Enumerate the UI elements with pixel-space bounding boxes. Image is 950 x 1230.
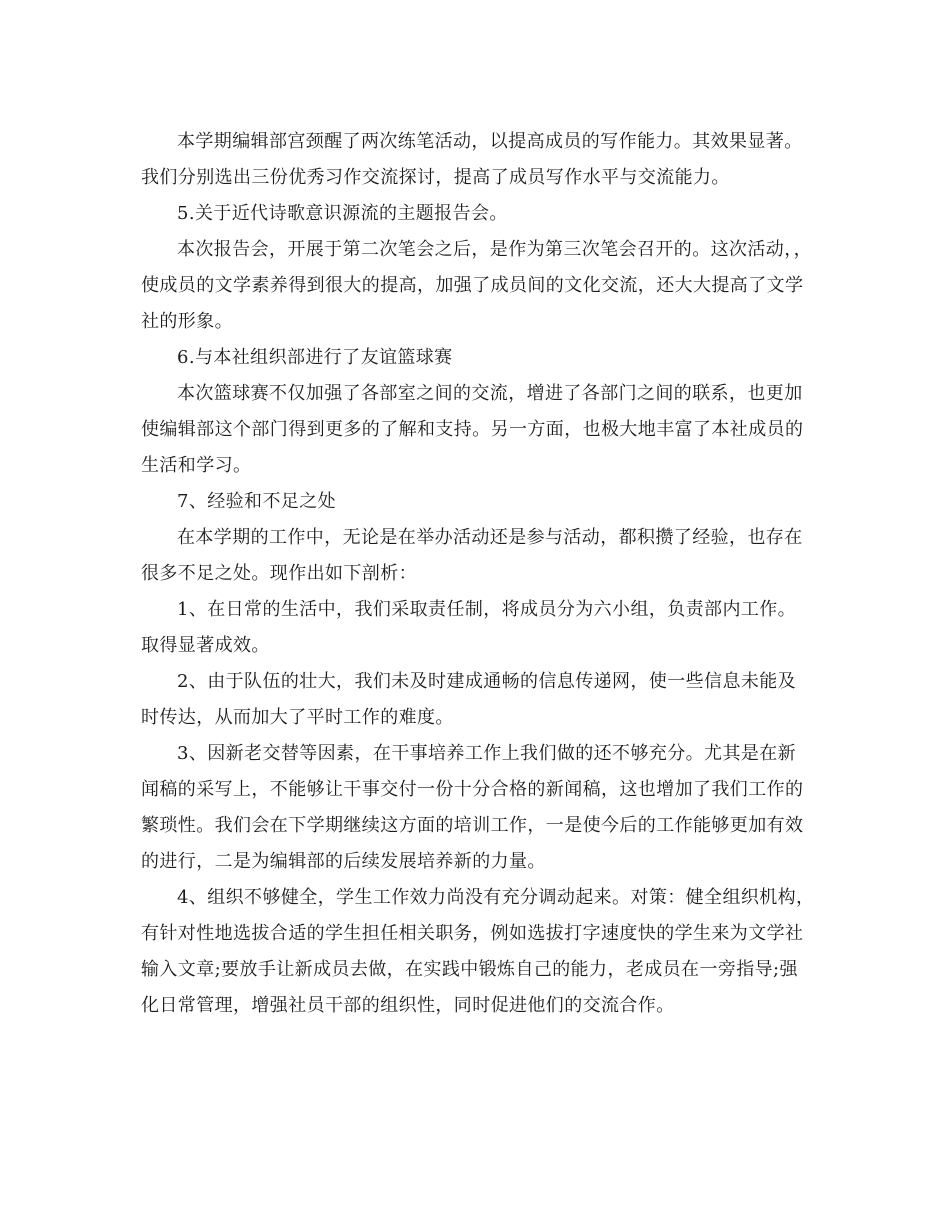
text-line: 本次报告会，开展于第二次笔会之后，是作为第三次笔会召开的。这次活动，， [177, 239, 812, 260]
document-body [141, 124, 816, 1024]
text-line: 繁琐性。我们会在下学期继续这方面的培训工作，一是使今后的工作能够更加有效 [141, 815, 804, 836]
text-line: 本学期编辑部宫颈醒了两次练笔活动，以提高成员的写作能力。其效果显著。 [177, 131, 803, 152]
text-line: 我们分别选出三份优秀习作交流探讨，提高了成员写作水平与交流能力。 [141, 167, 730, 188]
text-line: 闻稿的采写上，不能够让干事交付一份十分合格的新闻稿，这也增加了我们工作的 [141, 779, 804, 800]
section-heading-5: 5.关于近代诗歌意识源流的主题报告会。 [177, 203, 508, 224]
text-line: 的进行，二是为编辑部的后续发展培养新的力量。 [141, 851, 546, 872]
list-item-4: 4、组织不够健全，学生工作效力尚没有充分调动起来。对策：健全组织机构， [177, 887, 815, 908]
text-line: 本次篮球赛不仅加强了各部室之间的交流，增进了各部门之间的联系，也更加 [177, 383, 803, 404]
text-line: 在本学期的工作中，无论是在举办活动还是参与活动，都积攒了经验，也存在 [177, 527, 803, 548]
list-item-3: 3、因新老交替等因素，在干事培养工作上我们做的还不够充分。尤其是在新 [177, 743, 797, 764]
text-line: 输入文章;要放手让新成员去做，在实践中锻炼自己的能力，老成员在一旁指导;强 [141, 959, 798, 980]
text-line: 使编辑部这个部门得到更多的了解和支持。另一方面，也极大地丰富了本社成员的 [141, 419, 804, 440]
text-line: 生活和学习。 [141, 455, 252, 476]
text-line: 时传达，从而加大了平时工作的难度。 [141, 707, 454, 728]
text-line: 取得显著成效。 [141, 635, 270, 656]
section-heading-6: 6.与本社组织部进行了友谊篮球赛 [177, 347, 453, 368]
text-line: 社的形象。 [141, 311, 233, 332]
list-item-1: 1、在日常的生活中，我们采取责任制，将成员分为六小组，负责部内工作。 [177, 599, 797, 620]
text-line: 使成员的文学素养得到很大的提高，加强了成员间的文化交流，还大大提高了文学 [141, 275, 804, 296]
text-line: 很多不足之处。现作出如下剖析： [141, 563, 417, 584]
list-item-2: 2、由于队伍的壮大，我们未及时建成通畅的信息传递网，使一些信息未能及 [177, 671, 797, 692]
text-line: 有针对性地选拔合适的学生担任相关职务，例如选拔打字速度快的学生来为文学社 [141, 923, 804, 944]
section-heading-7: 7、经验和不足之处 [177, 491, 337, 512]
text-line: 化日常管理，增强社员干部的组织性，同时促进他们的交流合作。 [141, 995, 675, 1016]
